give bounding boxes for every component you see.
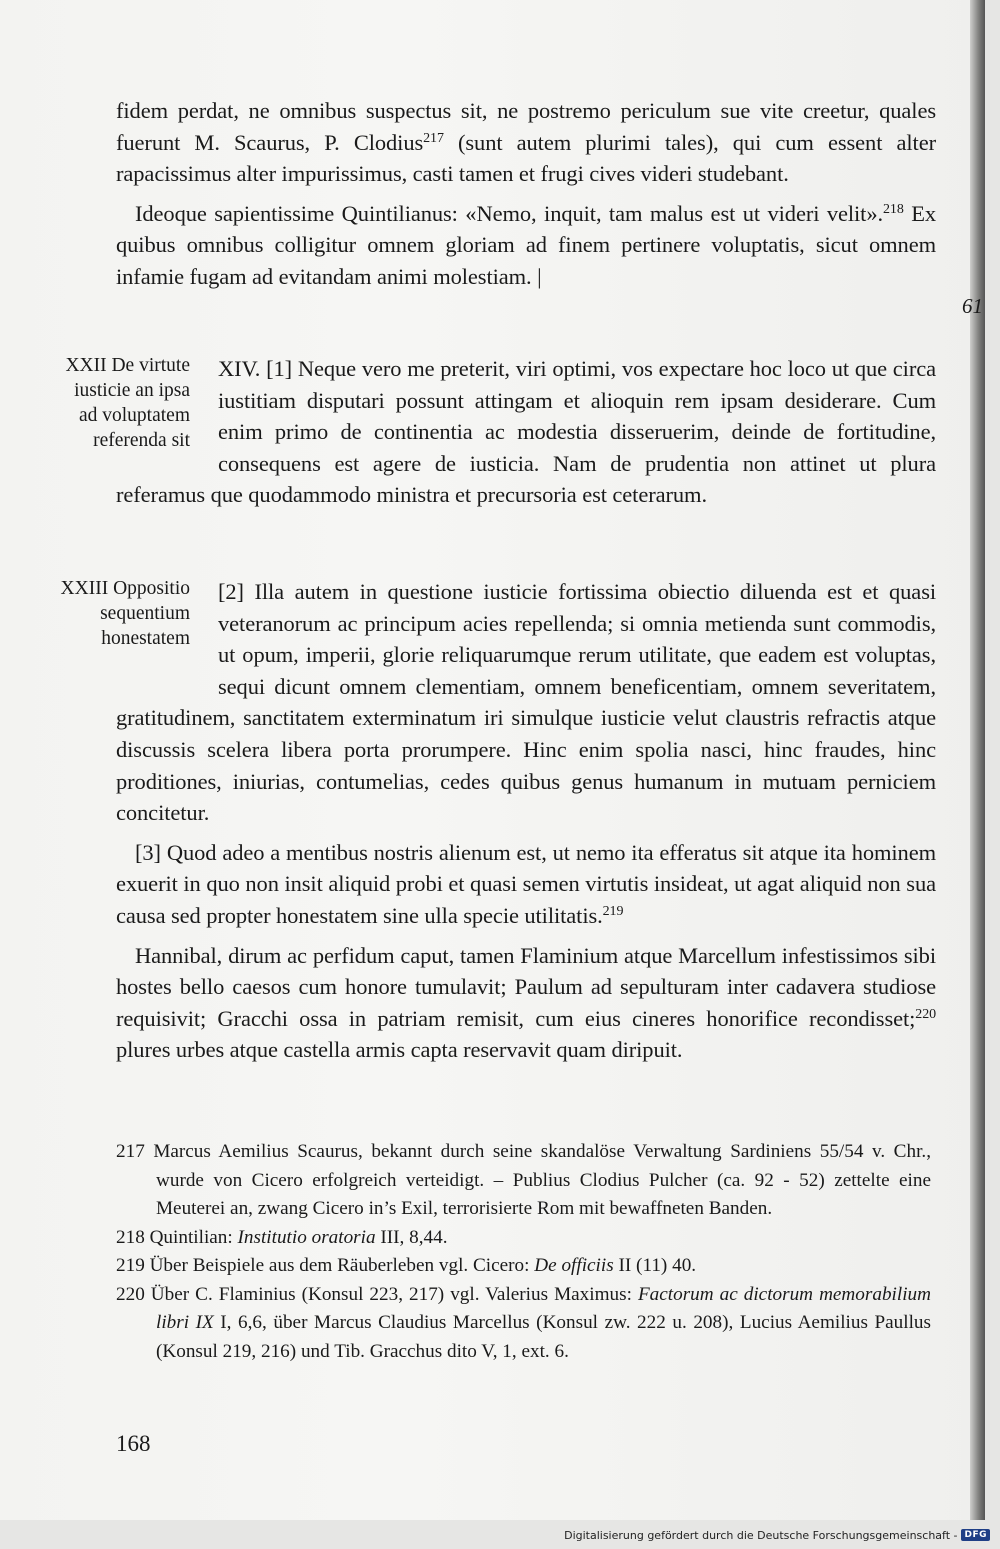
paragraph-quintilianus: Ideoque sapientissime Quintilianus: «Nemo, inquit, tam malus est ut videri velit».$^{218}$ Ex quibus omnibus colligitur omnem gloriam ad finem pertinere voluptatis, sicut omnem infamie fugam ad evitandam animi molestiam. | bbox=[116, 200, 936, 289]
footnote-219: 219 Über Beispiele aus dem Räuberleben vgl. Cicero: De officiis II (11) 40. bbox=[116, 1255, 697, 1276]
margin-note-xxiii: XXIII Oppositio sequentium honestatem bbox=[60, 578, 190, 649]
margin-page-reference: 61 bbox=[962, 294, 983, 318]
paragraph-3: [3] Quod adeo a mentibus nostris alienum est, ut nemo ita efferatus sit atque ita hominem exuerit in quo non insit aliquid probi et quasi semen virtutis insideat, ut agat aliquid non sua causa sed propter honestatem sine ulla specie utilitatis.$^{219}$ bbox=[116, 839, 936, 928]
credit-text: Digitalisierung gefördert durch die Deutsche Forschungsgemeinschaft - bbox=[564, 1528, 958, 1542]
dfg-logo-icon: DFG bbox=[961, 1529, 990, 1541]
footnote-ref-218: 218 bbox=[883, 201, 904, 217]
paragraph-scaurus: fidem perdat, ne omnibus suspectus sit, ne postremo periculum sue vite creetur, quales fuerunt M. Scaurus, P. Clodius$^{217}$ (sunt autem plurimi tales), qui cum essent alter rapacissimus alter impurissimus, casti tamen et frugi cives videri studebant. bbox=[116, 98, 936, 187]
footnote-220: 220 Über C. Flaminius (Konsul 223, 217) vgl. Valerius Maximus: Factorum ac dictorum memorabilium libri IX I, 6,6, über Marcus Claudius Marcellus (Konsul zw. 222 u. 208), Lucius Aemilius Paullus (Konsul 219, 216) und Tib. Gracchus dito V, 1, ext. 6. bbox=[116, 1283, 931, 1362]
paragraph-2: [2] Illa autem in questione iusticie fortissima obiectio diluenda est et quasi veteranorum ac principum acies repellenda; si omnia metienda sunt commodis, ut opum, imperii, glorie reliquarumque rerum utilitate, que eadem est voluptas, sequi dicunt omnem clementiam, omnem beneficentiam, omnem severitatem, gratitudinem, sanctitatem exterminatum iri simulque iusticie velut claustris refractis atque discussis scelera libera porta prorumpere. Hinc enim spolia nasci, hinc fraudes, hinc proditiones, iniurias, contumelias, cedes quibus genus humanum in mutuam perniciem concitetur. bbox=[116, 579, 936, 826]
margin-note-xxii: XXII De virtute iusticie an ipsa ad voluptatem referenda sit bbox=[65, 355, 190, 451]
main-text-block-3 bbox=[116, 576, 936, 1066]
footnote-ref-217: 217 bbox=[423, 130, 444, 146]
paragraph-hannibal: Hannibal, dirum ac perfidum caput, tamen Flaminium atque Marcellum infestissimos sibi hostes bello caesos cum honore tumulavit; Paulum ad sepulturam inter cadavera studiose requisivit; Gracchi ossa in patriam remisit, cum eius cineres honorifice recondisset;$^{220}$ plures urbes atque castella armis capta reservavit quam diripuit. bbox=[116, 942, 936, 1063]
footnote-ref-219: 219 bbox=[602, 903, 624, 919]
page-edge-shadow bbox=[970, 0, 985, 1520]
digitization-credit bbox=[564, 1526, 990, 1544]
main-text-block-2 bbox=[116, 353, 936, 511]
paragraph-xiv: XIV. [1] Neque vero me preterit, viri optimi, vos expectare hoc loco ut que circa iustitiam disputari possunt attingam et alioquin rem ipsam desiderare. Cum enim primo de continentia ac modestia disseruerim, deinde de fortitudine, consequens est agere de iusticia. Nam de prudentia non attinet ut plura referamus que quodammodo ministra et precursoria est ceterarum. bbox=[116, 356, 936, 508]
footnote-217: 217 Marcus Aemilius Scaurus, bekannt durch seine skandalöse Verwaltung Sardiniens 55/54 v. Chr., wurde von Cicero erfolgreich verteidigt. – Publius Clodius Pulcher (ca. 92 - 52) zettelte eine Meuterei an, zwang Cicero in’s Exil, terrorisierte Rom mit bewaffneten Banden. bbox=[116, 1141, 931, 1219]
footnote-ref-220: 220 bbox=[915, 1006, 936, 1022]
main-text-block-1 bbox=[116, 95, 936, 293]
footnotes bbox=[116, 1138, 931, 1366]
footnote-218: 218 Quintilian: Institutio oratoria III, 8,44. bbox=[116, 1226, 448, 1248]
page-number: 168 bbox=[116, 1431, 151, 1456]
